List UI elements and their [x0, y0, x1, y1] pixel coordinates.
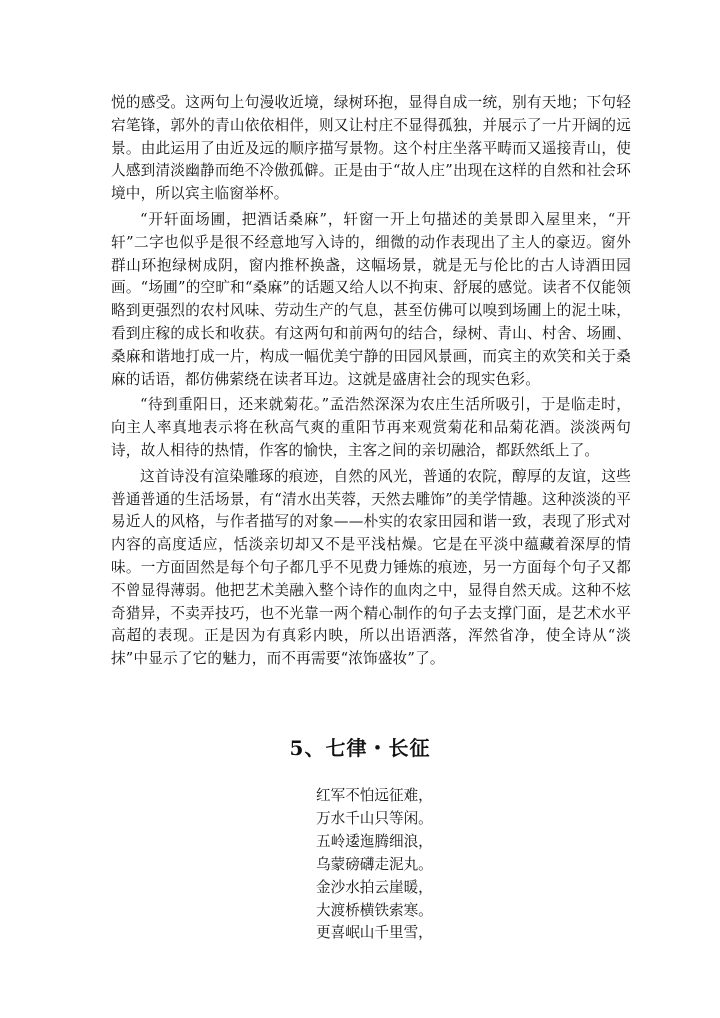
poem-line: 乌蒙磅礴走泥丸。 [316, 855, 433, 873]
paragraph-4: 这首诗没有渲染雕琢的痕迹，自然的风光，普通的农院，醇厚的友谊，这些普通普通的生活场景，有“清水出芙蓉，天然去雕饰”的美学情趣。这种淡淡的平易近人的风格，与作者描写的对象——朴实的农家田园和谐一致，表现了形式对内容的高度适应，恬淡亲切却又不是平浅枯燥。它是在平淡中蕴藏着深厚的情味。一方面固然是每个句子都几乎不见费力锤炼的痕迹，另一方面每个句子又都不曾显得薄弱。他把艺术美融入整个诗作的血肉之中，显得自然天成。这种不炫奇猎异，不卖弄技巧，也不光靠一两个精心制作的句子去支撑门面，是艺术水平高超的表现。正是因为有真彩内映，所以出语洒落，浑然省净，使全诗从“淡抹”中显示了它的魅力，而不再需要“浓饰盛妆”了。 [111, 467, 631, 668]
poem-body [316, 785, 536, 945]
poem-line: 五岭逶迤腾细浪， [316, 832, 433, 850]
poem-line: 万水千山只等闲。 [316, 809, 433, 827]
paragraph-2: “开轩面场圃，把酒话桑麻”，轩窗一开上句描述的美景即入屋里来，“开轩”二字也似乎是很不经意地写入诗的，细微的动作表现出了主人的豪迈。窗外群山环抱绿树成阴，窗内推杯换盏，这幅场景，就是无与伦比的古人诗酒田园画。“场圃”的空旷和“桑麻”的话题又给人以不拘束、舒展的感觉。读者不仅能领略到更强烈的农村风味、劳动生产的气息，甚至仿佛可以嗅到场圃上的泥土味，看到庄稼的成长和收获。有这两句和前两句的结合，绿树、青山、村舍、场圃、桑麻和谐地打成一片，构成一幅优美宁静的田园风景画，而宾主的欢笑和关于桑麻的话语，都仿佛萦绕在读者耳边。这就是盛唐社会的现实色彩。 [111, 210, 631, 388]
paragraph-3: “待到重阳日，还来就菊花。”孟浩然深深为农庄生活所吸引，于是临走时，向主人率真地表示将在秋高气爽的重阳节再来观赏菊花和品菊花酒。淡淡两句诗，故人相待的热情，作客的愉快，主客之间的亲切融洽，都跃然纸上了。 [111, 396, 631, 459]
poem-line: 大渡桥横铁索寒。 [316, 901, 433, 919]
poem-title: 5、七律・长征 [289, 736, 431, 760]
poem-line: 金沙水拍云崖暖， [316, 878, 433, 896]
paragraph-1: 悦的感受。这两句上句漫收近境，绿树环抱，显得自成一统，别有天地；下句轻宕笔锋，郭外的青山依依相伴，则又让村庄不显得孤独，并展示了一片开阔的远景。由此运用了由近及远的顺序描写景物。这个村庄坐落平畴而又遥接青山，使人感到清淡幽静而绝不冷傲孤僻。正是由于“故人庄”出现在这样的自然和社会环境中，所以宾主临窗举杯。 [111, 94, 631, 203]
essay-body [111, 92, 631, 674]
poem-line: 更喜岷山千里雪， [316, 924, 433, 942]
poem-line: 红军不怕远征难， [316, 787, 433, 804]
